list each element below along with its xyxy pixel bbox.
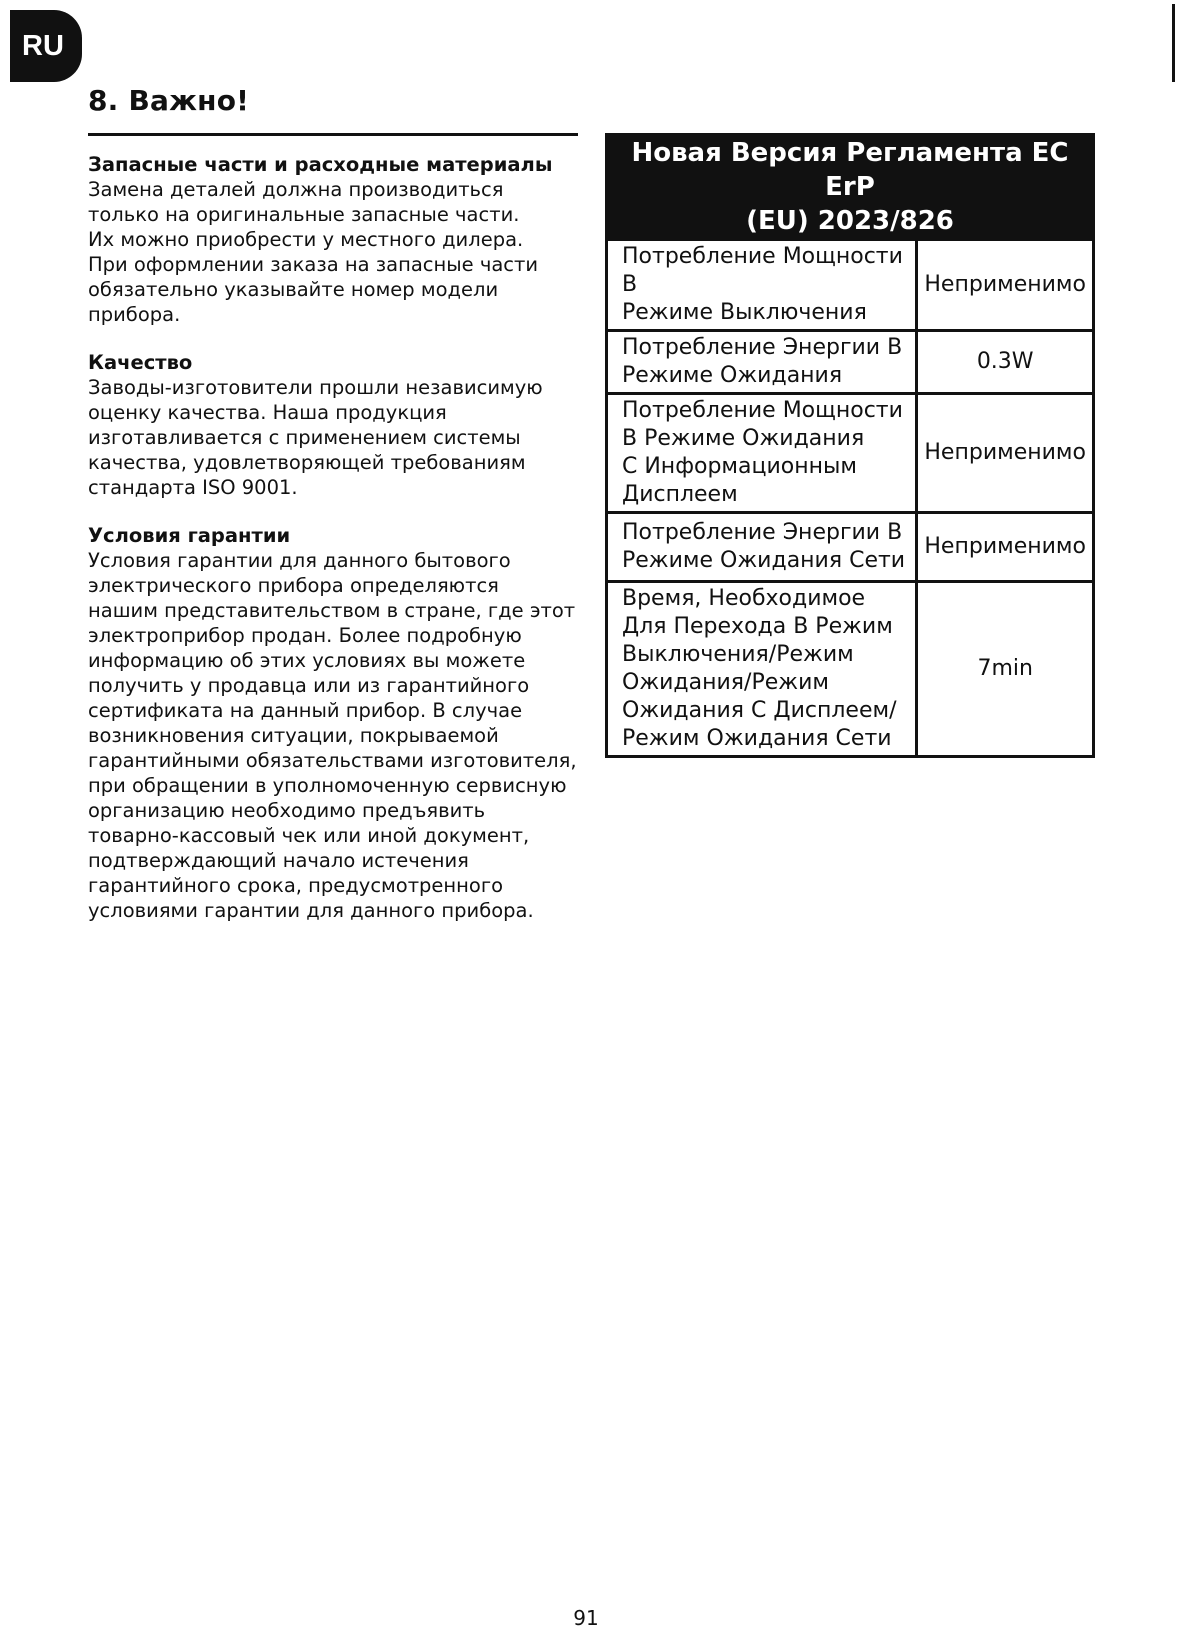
quality-heading: Качество [88, 351, 193, 374]
row-value: Неприменимо [917, 513, 1094, 582]
table-header-row [607, 135, 1094, 240]
row-value: 7min [917, 582, 1094, 757]
erp-regulation-table [605, 133, 1095, 758]
spare-parts-text: Замена деталей должна производиться только на оригинальные запасные части. Их можно приобрести у местного дилера. При оформлении заказа на запасные части обязательно указывайте номер модели прибора. [88, 178, 539, 326]
table-row [607, 331, 1094, 394]
row-value: 0.3W [917, 331, 1094, 394]
language-badge: RU [10, 10, 82, 82]
spare-parts-heading: Запасные части и расходные материалы [88, 153, 553, 176]
section-title: 8. Важно! [88, 84, 250, 117]
row-label: Потребление Энергии В Режиме Ожидания Сети [607, 513, 917, 582]
row-label: Потребление Мощности В Режиме Выключения [607, 240, 917, 331]
row-label: Время, Необходимое Для Перехода В Режим Выключения/Режим Ожидания/Режим Ожидания С Дисплеем/ Режим Ожидания Сети [607, 582, 917, 757]
table-title: Новая Версия Регламента ЕС ErP (EU) 2023/826 [607, 135, 1094, 240]
info-column [88, 152, 588, 946]
warranty-text: Условия гарантии для данного бытового электрического прибора определяются нашим представительством в стране, где этот электроприбор продан. Более подробную информацию об этих условиях вы можете получить у продавца или из гарантийного сертификата на данный прибор. В случае возникновения ситуации, покрываемой гарантийными обязательствами изготовителя, при обращении в уполномоченную сервисную организацию необходимо предъявить товарно-кассовый чек или иной документ, подтверждающий начало истечения гарантийного срока, предусмотренного условиями гарантии для данного прибора. [88, 549, 577, 922]
table-row [607, 394, 1094, 513]
row-label: Потребление Энергии В Режиме Ожидания [607, 331, 917, 394]
table-row [607, 582, 1094, 757]
row-value: Неприменимо [917, 240, 1094, 331]
page-number: 91 [573, 1606, 599, 1630]
table-row [607, 240, 1094, 331]
warranty-section [88, 523, 588, 923]
row-value: Неприменимо [917, 394, 1094, 513]
spare-parts-section [88, 152, 588, 327]
warranty-heading: Условия гарантии [88, 524, 291, 547]
row-label: Потребление Мощности В Режиме Ожидания С Информационным Дисплеем [607, 394, 917, 513]
page-edge-marker [1172, 4, 1175, 82]
title-underline [88, 133, 578, 136]
quality-section [88, 350, 588, 500]
quality-text: Заводы-изготовители прошли независимую оценку качества. Наша продукция изготавливается с применением системы качества, удовлетворяющей требованиям стандарта ISO 9001. [88, 376, 543, 499]
table-row [607, 513, 1094, 582]
